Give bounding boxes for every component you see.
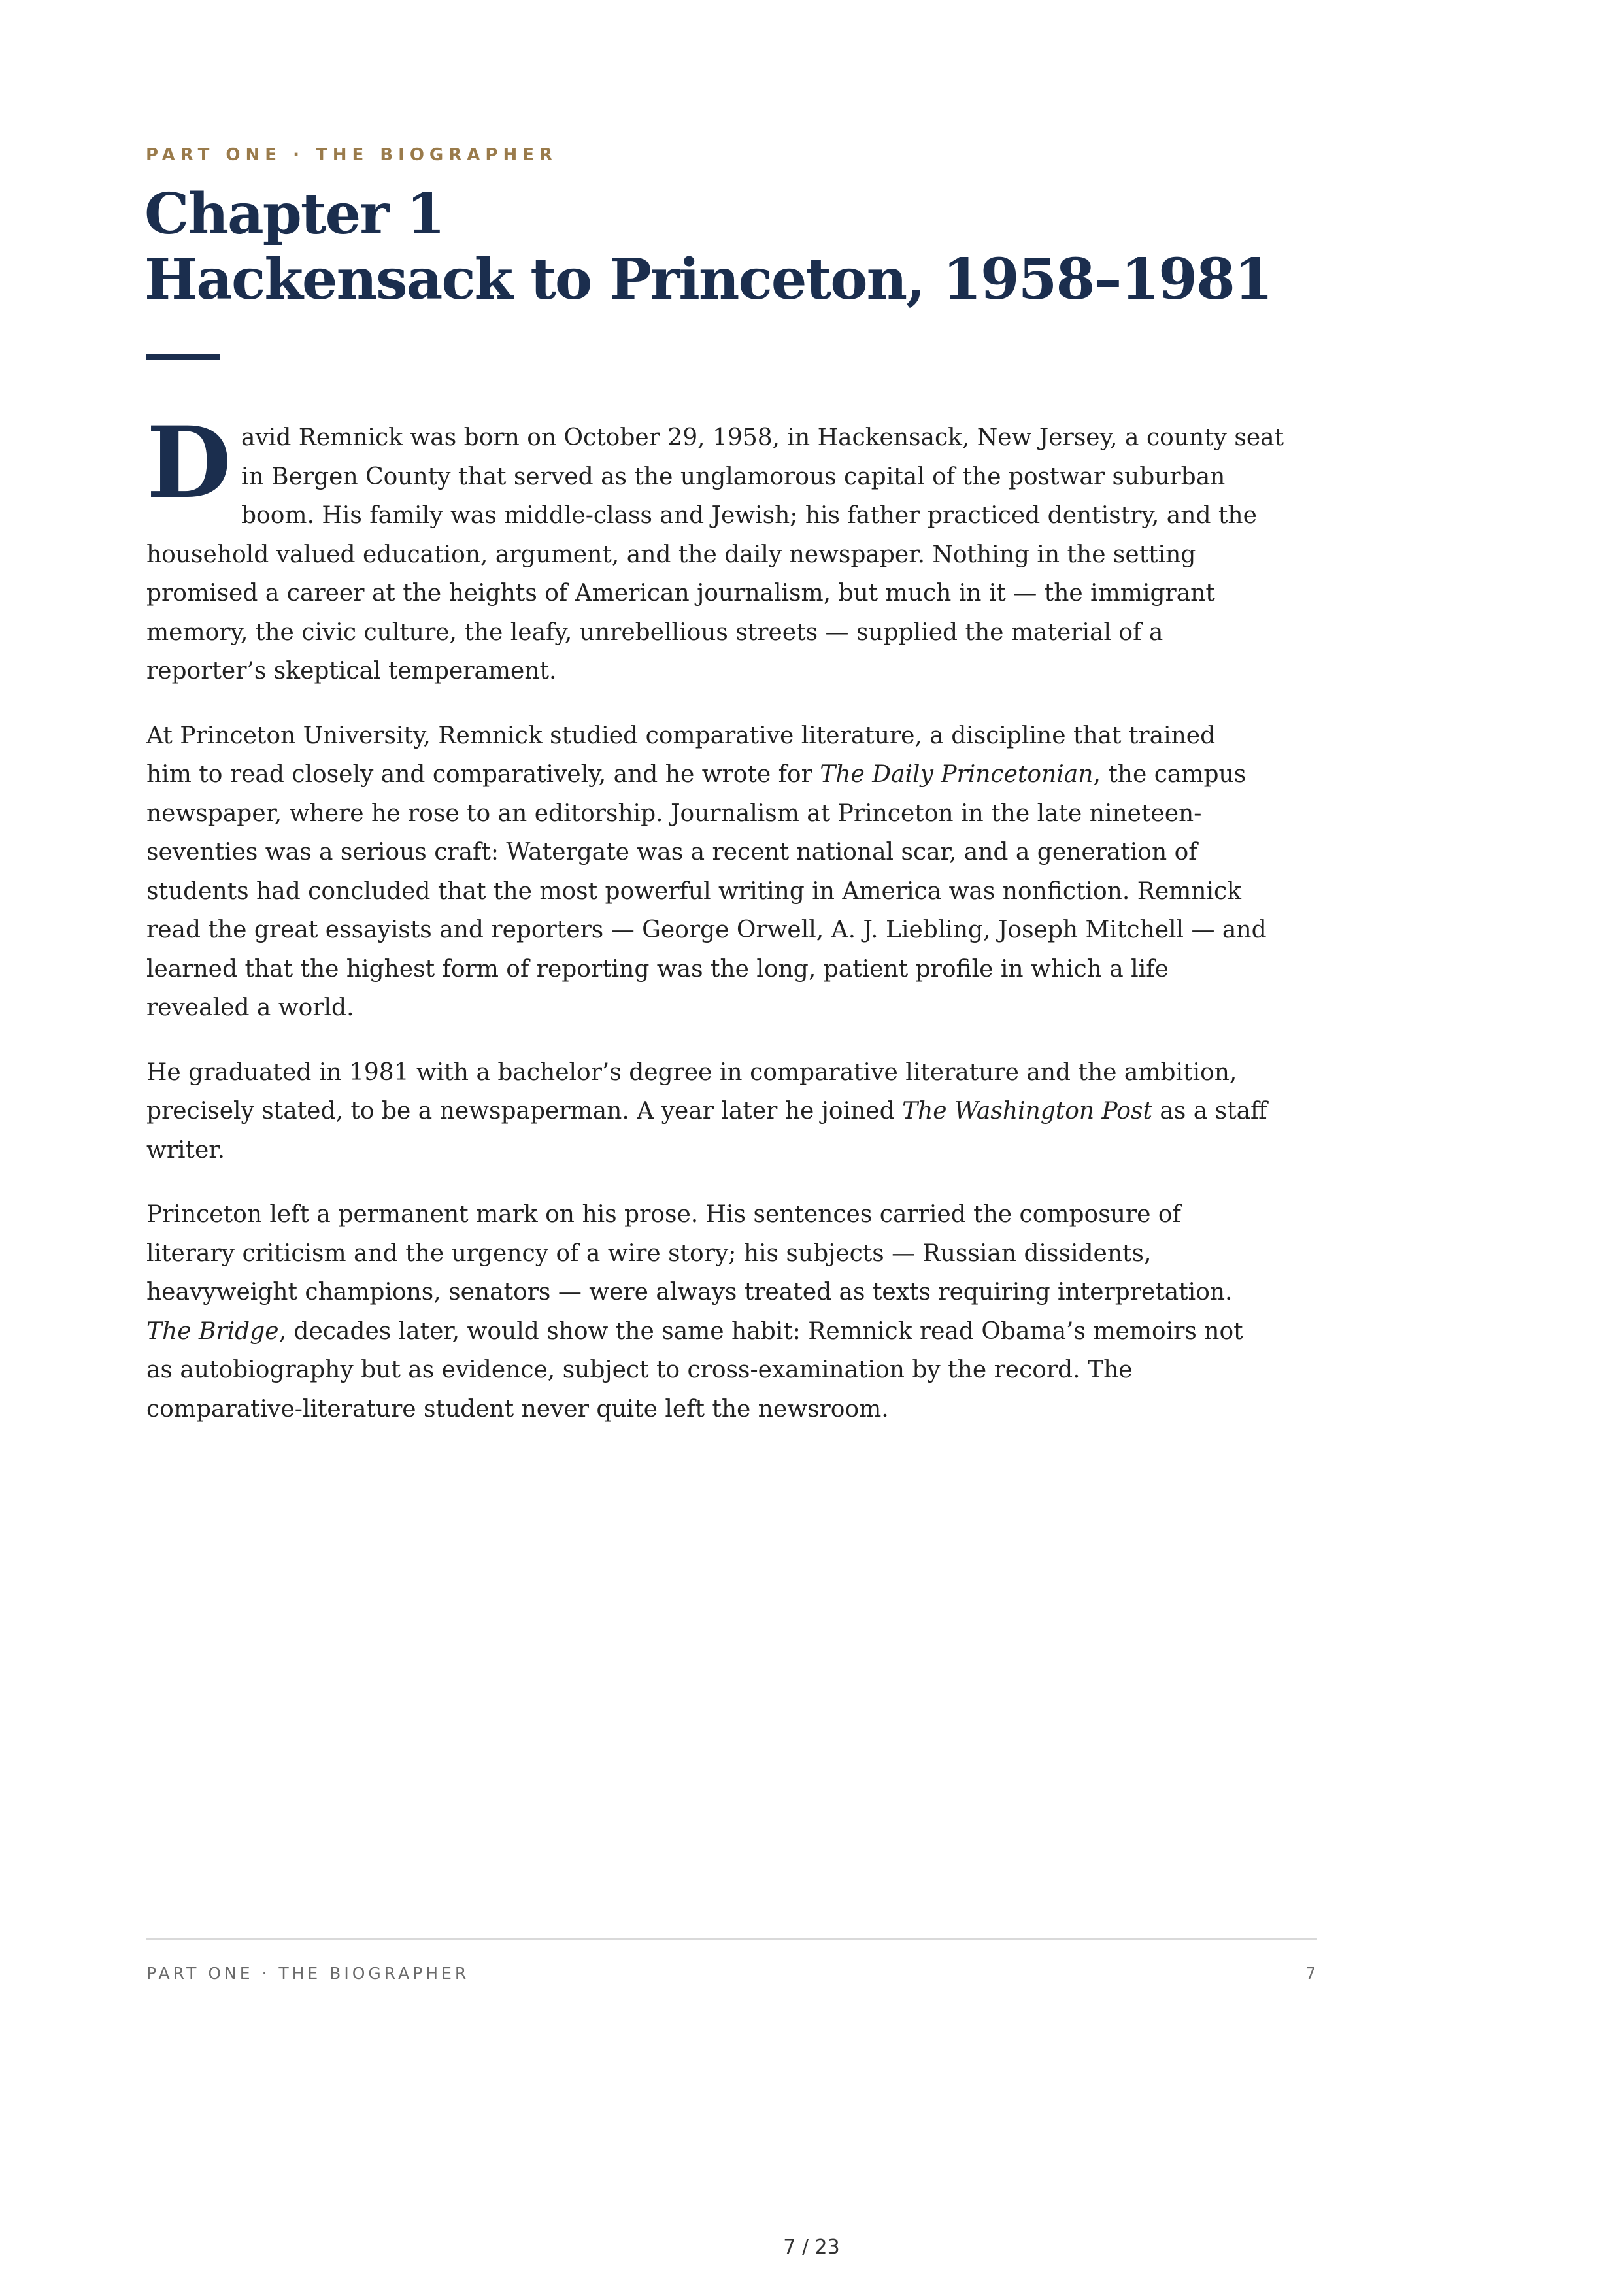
page-indicator: 7 / 23: [783, 2236, 840, 2259]
text-line: Princeton left a permanent mark on his prose. His sentences carried the composure of: [146, 1201, 1181, 1228]
chapter-label: Chapter 1: [144, 181, 444, 247]
paragraph-4: [146, 1195, 1323, 1428]
text-line: writer.: [146, 1136, 226, 1164]
text-line: learned that the highest form of reporting was the long, patient profile in which a life: [146, 955, 1169, 983]
text-line: [146, 1312, 1323, 1351]
text-line: At Princeton University, Remnick studied comparative literature, a discipline that trained: [146, 722, 1216, 749]
paragraph-2: [146, 717, 1323, 1028]
text-line: revealed a world.: [146, 994, 354, 1021]
text-line: He graduated in 1981 with a bachelor’s degree in comparative literature and the ambition,: [146, 1058, 1237, 1086]
text-run: , decades later, would show the same habit: Remnick read Obama’s memoirs not: [278, 1317, 1243, 1345]
text-line: memory, the civic culture, the leafy, unrebellious streets — supplied the material of a: [146, 618, 1163, 646]
title-accent-rule: [146, 354, 220, 360]
text-line: newspaper, where he rose to an editorship. Journalism at Princeton in the late nineteen-: [146, 800, 1202, 827]
text-line: [146, 755, 1323, 794]
page-number: 7: [1305, 1964, 1316, 1983]
text-run: , the campus: [1093, 761, 1247, 788]
text-line: boom. His family was middle-class and Jewish; his father practiced dentistry, and the: [241, 502, 1257, 529]
text-line: [146, 1092, 1323, 1131]
text-line: seventies was a serious craft: Watergate was a recent national scar, and a generation of: [146, 839, 1197, 866]
chapter-body: [146, 418, 1323, 1454]
text-line: reporter’s skeptical temperament.: [146, 658, 557, 684]
text-run: him to read closely and comparatively, and he wrote for: [146, 761, 820, 788]
text-run: as a staff: [1152, 1098, 1267, 1124]
text-line: promised a career at the heights of American journalism, but much in it — the immigrant: [146, 580, 1215, 607]
text-line: as autobiography but as evidence, subject to cross-examination by the record. The: [146, 1357, 1133, 1383]
part-eyebrow: PART ONE · THE BIOGRAPHER: [146, 145, 558, 165]
footer-divider: [146, 1938, 1317, 1940]
book-title: The Bridge: [146, 1317, 279, 1345]
text-line: avid Remnick was born on October 29, 1958, in Hackensack, New Jersey, a county seat: [241, 424, 1284, 451]
text-run: precisely stated, to be a newspaperman. A year later he joined: [146, 1098, 903, 1124]
text-line: students had concluded that the most powerful writing in America was nonfiction. Remnick: [146, 877, 1241, 905]
text-line: heavyweight champions, senators — were always treated as texts requiring interpretation.: [146, 1279, 1233, 1306]
text-line: household valued education, argument, and the daily newspaper. Nothing in the setting: [146, 541, 1196, 568]
text-line: comparative-literature student never quite left the newsroom.: [146, 1395, 889, 1423]
text-line: in Bergen County that served as the unglamorous capital of the postwar suburban: [241, 463, 1226, 490]
text-line: read the great essayists and reporters — George Orwell, A. J. Liebling, Joseph Mitchell — and: [146, 917, 1267, 943]
paragraph-3: [146, 1053, 1323, 1170]
running-head: PART ONE · THE BIOGRAPHER: [146, 1964, 470, 1983]
chapter-title: [144, 182, 1452, 312]
chapter-subtitle: Hackensack to Princeton, 1958–1981: [144, 246, 1272, 312]
publication-title: The Washington Post: [902, 1098, 1152, 1124]
text-line: literary criticism and the urgency of a wire story; his subjects — Russian dissidents,: [146, 1240, 1152, 1267]
drop-cap: D: [146, 405, 232, 520]
publication-title: The Daily Princetonian: [820, 761, 1094, 788]
paragraph-1: [146, 418, 1323, 691]
